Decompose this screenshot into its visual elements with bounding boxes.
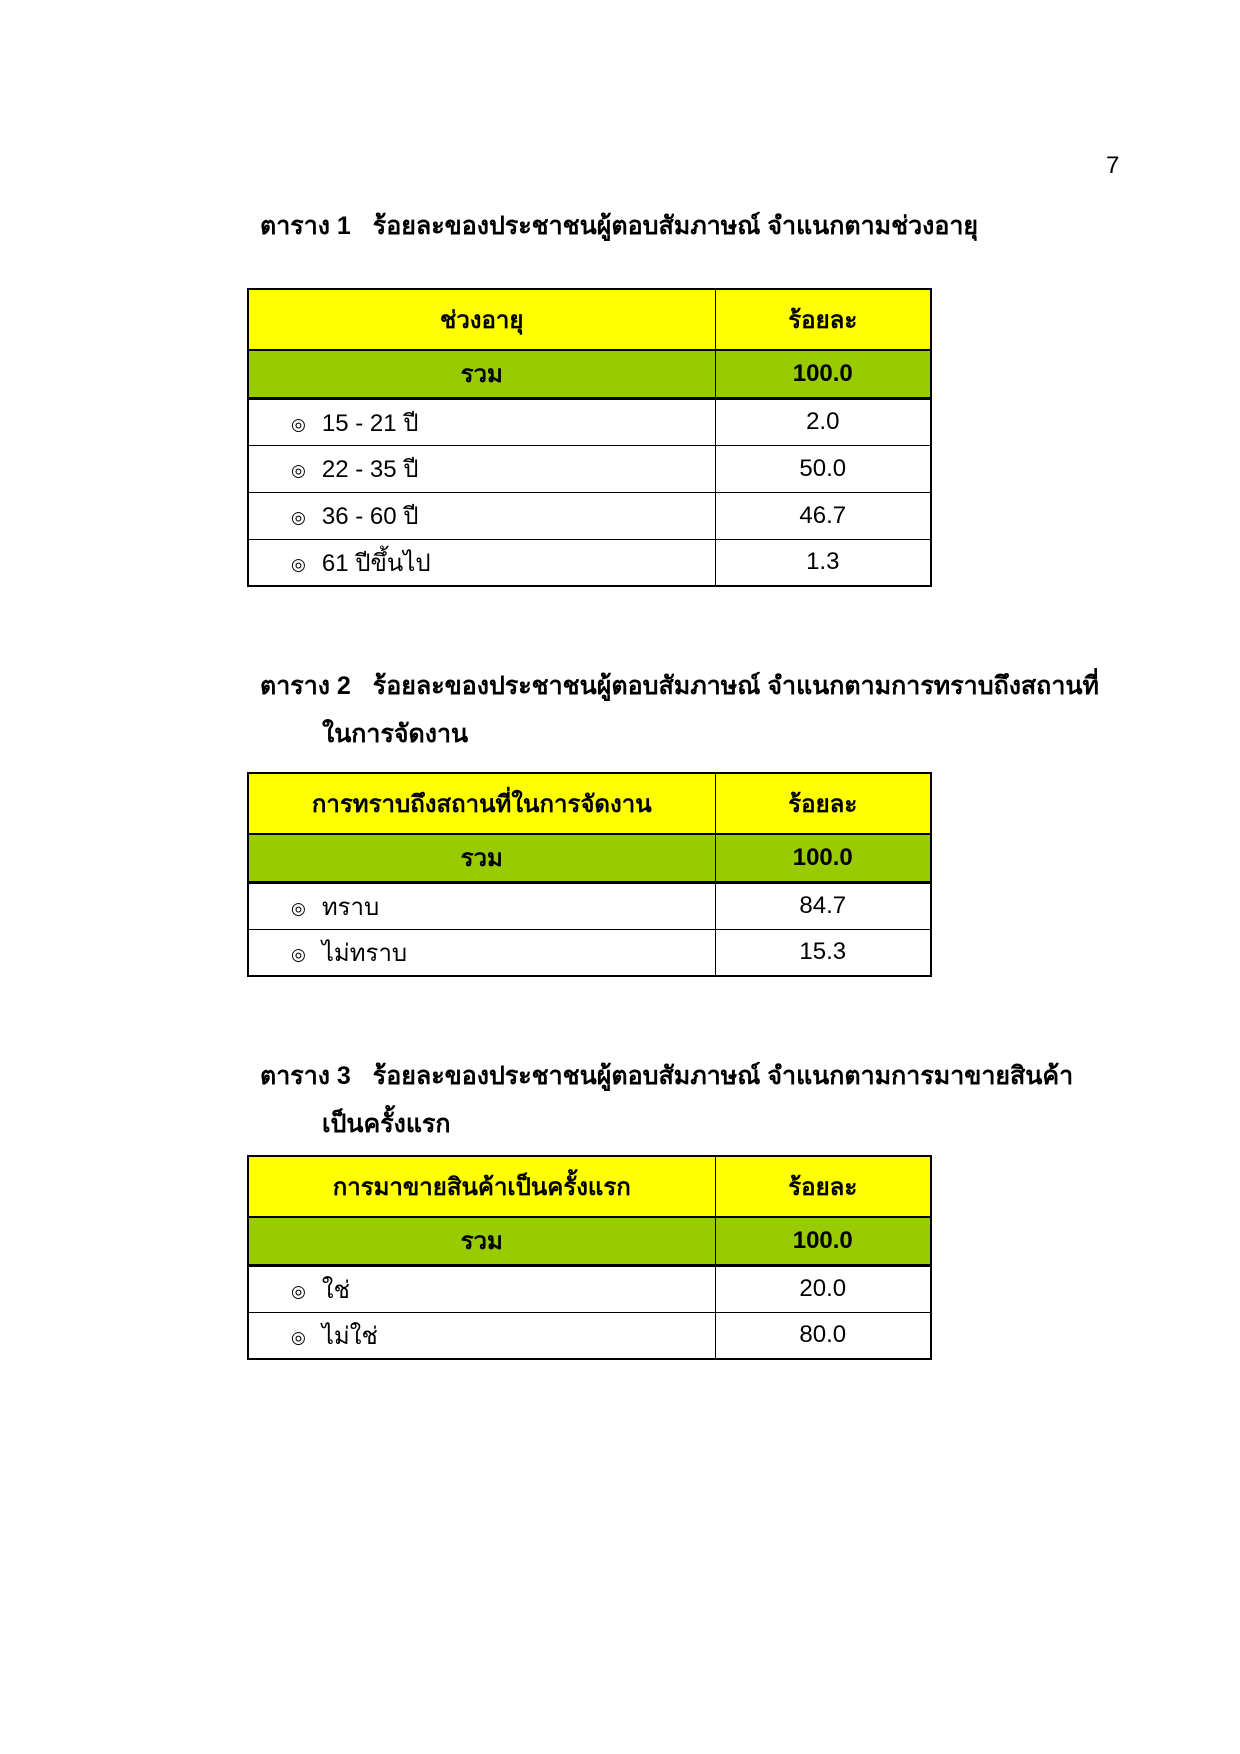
table-row-total: [248, 834, 931, 882]
row-label-cell: [248, 1265, 715, 1312]
table-row-header: [248, 773, 931, 834]
table-1-caption-text: ร้อยละของประชาชนผู้ตอบสัมภาษณ์ จำแนกตามช่วงอายุ: [372, 212, 979, 240]
table-3-caption-number: ตาราง 3: [260, 1062, 351, 1090]
column-header-category: การทราบถึงสถานที่ในการจัดงาน: [248, 773, 715, 834]
row-value: 80.0: [715, 1312, 931, 1359]
row-value: 20.0: [715, 1265, 931, 1312]
total-value: 100.0: [715, 1217, 931, 1265]
total-label: รวม: [248, 350, 715, 398]
table-row: [248, 929, 931, 976]
page-number: 7: [1106, 152, 1120, 179]
bullet-icon: ◎: [291, 898, 306, 918]
table-3-caption-text: ร้อยละของประชาชนผู้ตอบสัมภาษณ์ จำแนกตามการมาขายสินค้า: [372, 1062, 1074, 1090]
bullet-icon: ◎: [291, 554, 306, 574]
column-header-category: การมาขายสินค้าเป็นครั้งแรก: [248, 1156, 715, 1217]
row-label: ไม่ทราบ: [321, 939, 408, 967]
table-row-total: [248, 350, 931, 398]
row-label-cell: [248, 398, 715, 445]
table-first-time-selling: [247, 1155, 932, 1360]
table-row: [248, 445, 931, 492]
row-label: ทราบ: [321, 893, 380, 921]
row-value: 46.7: [715, 492, 931, 539]
row-label-cell: [248, 929, 715, 976]
table-1-caption-number: ตาราง 1: [260, 212, 351, 240]
bullet-icon: ◎: [291, 944, 306, 964]
table-row-total: [248, 1217, 931, 1265]
table-venue-awareness: [247, 772, 932, 977]
bullet-icon: ◎: [291, 461, 306, 480]
row-value: 50.0: [715, 445, 931, 492]
table-row: [248, 539, 931, 586]
total-value: 100.0: [715, 350, 931, 398]
table-2-caption: [260, 670, 1099, 703]
table-row: [248, 882, 931, 929]
column-header-category: ช่วงอายุ: [248, 289, 715, 350]
row-value: 2.0: [715, 398, 931, 445]
table-2-caption-line2: ในการจัดงาน: [322, 720, 469, 748]
row-label-cell: [248, 445, 715, 492]
table-row: [248, 1312, 931, 1359]
row-label-cell: [248, 492, 715, 539]
total-value: 100.0: [715, 834, 931, 882]
column-header-percent: ร้อยละ: [715, 289, 931, 350]
table-3-caption: [260, 1060, 1073, 1093]
table-age-range: [247, 288, 932, 587]
bullet-icon: ◎: [291, 414, 306, 434]
table-3-caption-line2: เป็นครั้งแรก: [322, 1110, 451, 1138]
column-header-percent: ร้อยละ: [715, 773, 931, 834]
row-label-cell: [248, 1312, 715, 1359]
table-row: [248, 398, 931, 445]
table-2-caption-text: ร้อยละของประชาชนผู้ตอบสัมภาษณ์ จำแนกตามการทราบถึงสถานที่: [372, 672, 1099, 700]
table-2-caption-number: ตาราง 2: [260, 672, 351, 700]
row-label: 15 - 21 ปี: [321, 409, 419, 437]
bullet-icon: ◎: [291, 1327, 306, 1347]
bullet-icon: ◎: [291, 508, 306, 527]
column-header-percent: ร้อยละ: [715, 1156, 931, 1217]
row-label-cell: [248, 539, 715, 586]
row-value: 84.7: [715, 882, 931, 929]
table-row: [248, 1265, 931, 1312]
row-label: ใช่: [321, 1276, 350, 1304]
row-label: 36 - 60 ปี: [321, 503, 419, 530]
row-label-cell: [248, 882, 715, 929]
table-1-caption: [260, 210, 978, 243]
row-label: ไม่ใช่: [321, 1322, 378, 1350]
total-label: รวม: [248, 1217, 715, 1265]
row-label: 61 ปีขึ้นไป: [321, 549, 431, 577]
row-value: 1.3: [715, 539, 931, 586]
row-label: 22 - 35 ปี: [321, 456, 419, 483]
table-row-header: [248, 1156, 931, 1217]
total-label: รวม: [248, 834, 715, 882]
row-value: 15.3: [715, 929, 931, 976]
bullet-icon: ◎: [291, 1281, 306, 1301]
table-row-header: [248, 289, 931, 350]
table-row: [248, 492, 931, 539]
